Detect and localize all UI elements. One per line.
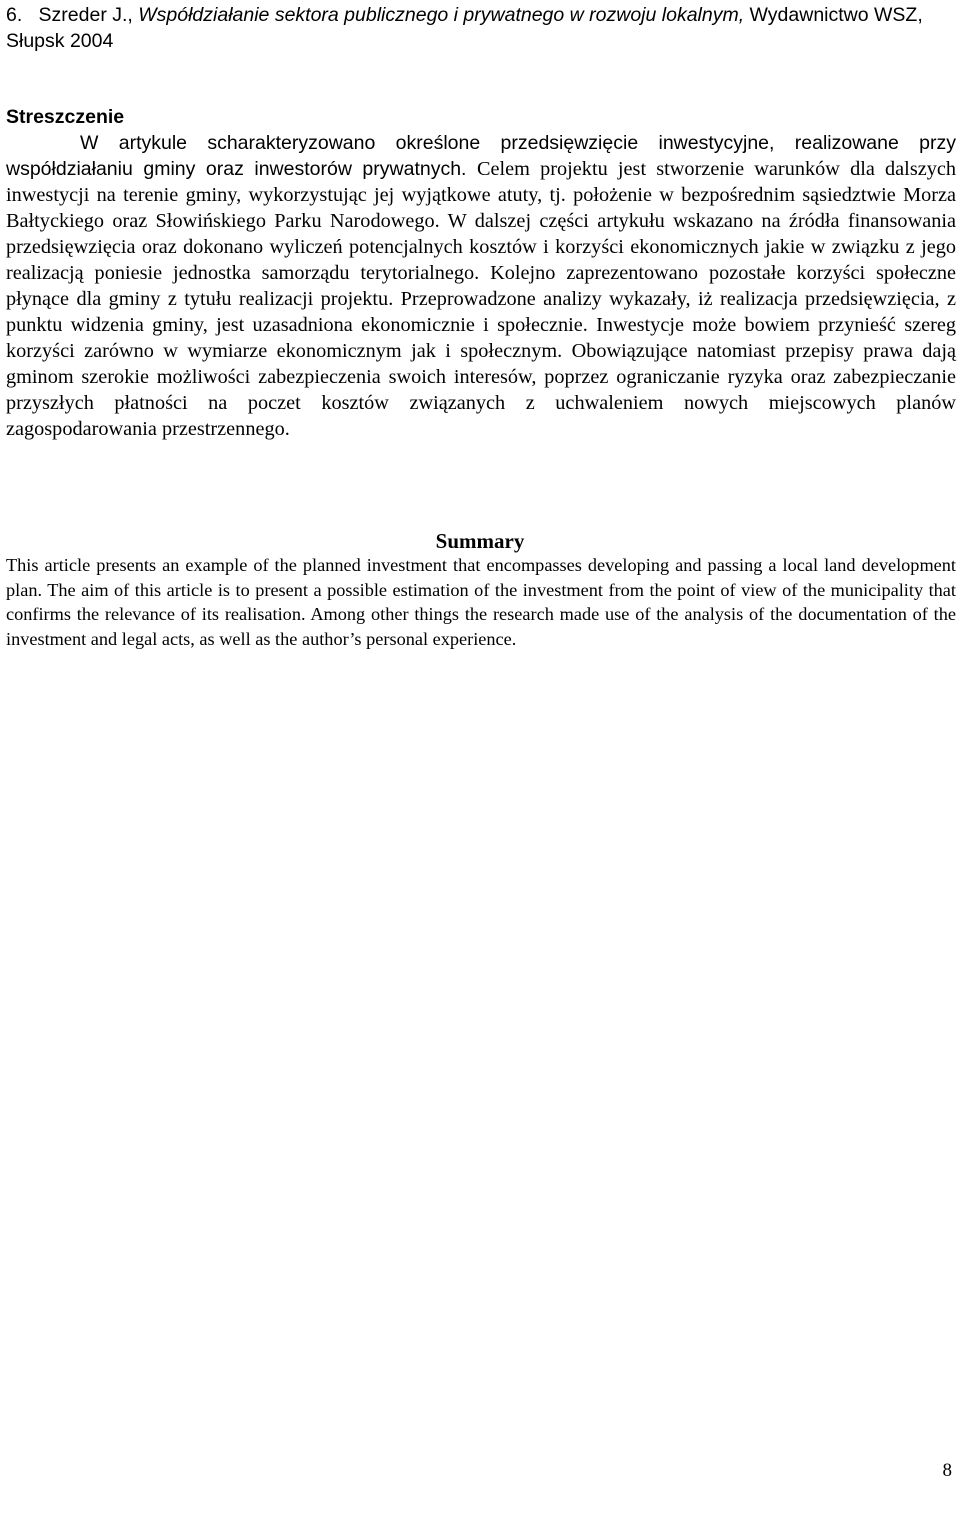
entry-number: 6.: [6, 4, 23, 26]
entry-title: Współdziałanie sektora publicznego i prywatnego w rozwoju lokalnym,: [138, 4, 745, 26]
abstract-text-part1: W artykule scharakteryzowano określone przedsięwzięcie inwestycyjne, realizowane przy współdziałaniu gminy oraz inwestorów prywatnych.: [6, 132, 956, 180]
abstract-text-part2: Celem projektu jest stworzenie warunków dla dalszych inwestycji na terenie gminy, wykorzystując jej wyjątkowe atuty, tj. położenie w bezpośrednim sąsiedztwie Morza Bałtyckiego oraz Słowińskiego Parku Narodowego. W dalszej części artykułu wskazano na źródła finansowania przedsięwzięcia oraz dokonano wyliczeń potencjalnych kosztów i korzyści ekonomicznych jakie w związku z jego realizacją poniesie jednostka samorządu terytorialnego. Kolejno zaprezentowano pozostałe korzyści społeczne płynące dla gminy z tytułu realizacji projektu. Przeprowadzone analizy wykazały, iż realizacja przedsięwzięcia, z punktu widzenia gminy, jest uzasadniona ekonomicznie i społecznie. Inwestycje może bowiem przynieść szereg korzyści zarówno w wymiarze ekonomicznym jak i społecznym. Obowiązujące natomiast przepisy prawa dają gminom szerokie możliwości zabezpieczenia swoich interesów, poprzez ograniczanie ryzyka oraz zabezpieczanie przyszłych płatności na poczet kosztów związanych z uchwaleniem nowych miejscowych planów zagospodarowania przestrzennego.: [6, 158, 956, 440]
summary-body: This article presents an example of the planned investment that encompasses developing and passing a local land development plan. The aim of this article is to present a possible estimation of the investment from the point of view of the municipality that confirms the relevance of its realisation. Among other things the research made use of the analysis of the documentation of the investment and legal acts, as well as the author’s personal experience.: [6, 555, 956, 649]
bibliography-entry: [6, 2, 956, 54]
abstract-heading: Streszczenie: [6, 106, 125, 128]
abstract-body: [6, 130, 956, 442]
entry-separator: ,: [127, 4, 139, 26]
page-number: 8: [942, 1460, 952, 1481]
entry-author: Szreder J.: [38, 4, 128, 26]
entry-publisher: Wydawnictwo WSZ, Słupsk 2004: [6, 4, 923, 52]
summary-heading: Summary: [435, 529, 525, 553]
